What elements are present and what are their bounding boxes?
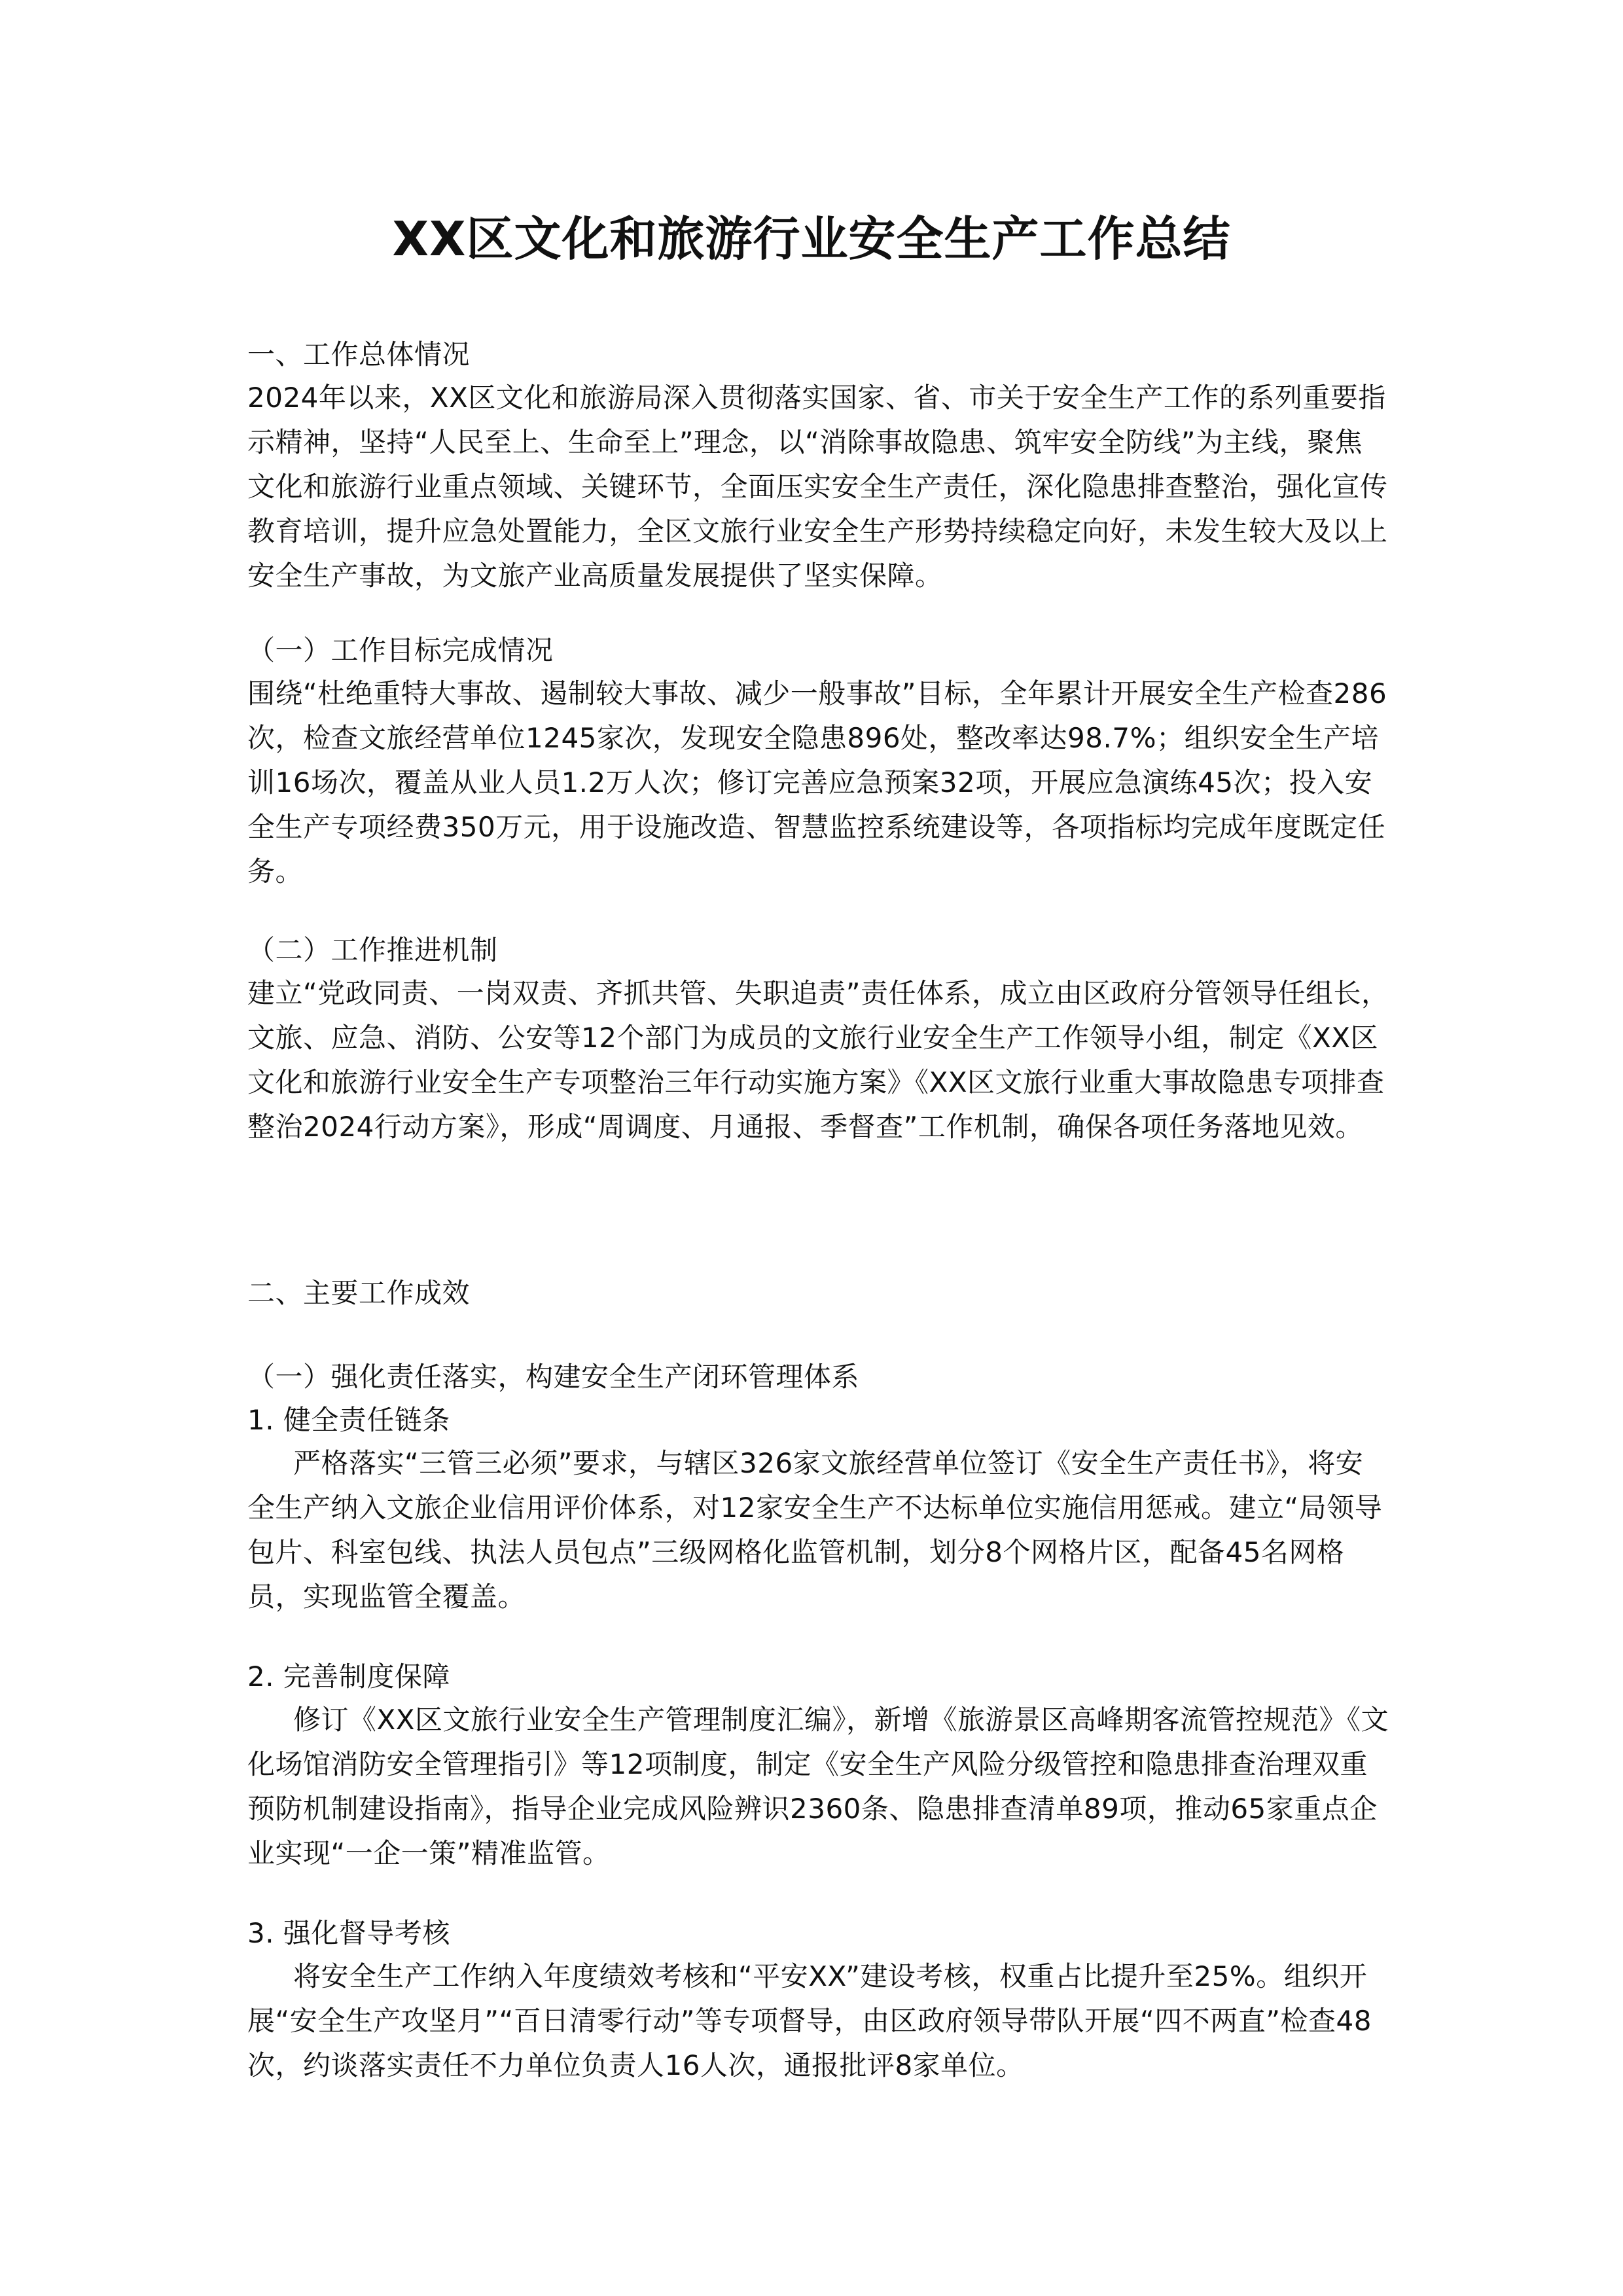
document-title: XX区文化和旅游行业安全生产工作总结 bbox=[392, 211, 1231, 266]
paragraph-supervision: 将安全生产工作纳入年度绩效考核和“平安XX”建设考核，权重占比提升至25%。组织开展“安全生产攻坚月”“百日清零行动”等专项督导，由区政府领导带队开展“四不两直”检查48次，约谈落实责任不力单位负责人16人次，通报批评8家单位。 bbox=[247, 1960, 1372, 2081]
paragraph-system-guarantee: 修订《XX区文旅行业安全生产管理制度汇编》，新增《旅游景区高峰期客流管控规范》《文化场馆消防安全管理指引》等12项制度，制定《安全生产风险分级管控和隐患排查治理双重预防机制建设指南》，指导企业完成风险辨识2360条、隐患排查清单89项，推动65家重点企业实现“一企一策”精准监管。 bbox=[247, 1704, 1389, 1869]
paragraph-mechanism: 建立“党政同责、一岗双责、齐抓共管、失职追责”责任体系，成立由区政府分管领导任组长，文旅、应急、消防、公安等12个部门为成员的文旅行业安全生产工作领导小组，制定《XX区文化和旅游行业安全生产专项整治三年行动实施方案》《XX区文旅行业重大事故隐患专项排查整治2024行动方案》，形成“周调度、月通报、季督查”工作机制，确保各项任务落地见效。 bbox=[247, 977, 1389, 1143]
item-heading-responsibility-chain: 1. 健全责任链条 bbox=[247, 1404, 450, 1436]
paragraph-targets: 围绕“杜绝重特大事故、遏制较大事故、减少一般事故”目标，全年累计开展安全生产检查286次，检查文旅经营单位1245家次，发现安全隐患896处，整改率达98.7%；组织安全生产培训16场次，覆盖从业人员1.2万人次；修订完善应急预案32项，开展应急演练45次；投入安全生产专项经费350万元，用于设施改造、智慧监控系统建设等，各项指标均完成年度既定任务。 bbox=[247, 677, 1387, 888]
section-heading-overview: 一、工作总体情况 bbox=[247, 338, 471, 370]
subsection-heading-targets: （一）工作目标完成情况 bbox=[247, 634, 554, 666]
item-heading-system-guarantee: 2. 完善制度保障 bbox=[247, 1660, 450, 1693]
item-heading-supervision: 3. 强化督导考核 bbox=[247, 1917, 450, 1949]
paragraph-overview: 2024年以来，XX区文化和旅游局深入贯彻落实国家、省、市关于安全生产工作的系列重要指示精神，坚持“人民至上、生命至上”理念，以“消除事故隐患、筑牢安全防线”为主线，聚焦文化和旅游行业重点领域、关键环节，全面压实安全生产责任，深化隐患排查整治，强化宣传教育培训，提升应急处置能力，全区文旅行业安全生产形势持续稳定向好，未发生较大及以上安全生产事故，为文旅产业高质量发展提供了坚实保障。 bbox=[247, 382, 1388, 592]
subsection-heading-mechanism: （二）工作推进机制 bbox=[247, 934, 498, 966]
section-heading-achievements: 二、主要工作成效 bbox=[247, 1277, 471, 1309]
paragraph-responsibility-chain: 严格落实“三管三必须”要求，与辖区326家文旅经营单位签订《安全生产责任书》，将安全生产纳入文旅企业信用评价体系，对12家安全生产不达标单位实施信用惩戒。建立“局领导包片、科室包线、执法人员包点”三级网格化监管机制，划分8个网格片区，配备45名网格员，实现监管全覆盖。 bbox=[247, 1447, 1383, 1613]
subsection-heading-responsibility: （一）强化责任落实，构建安全生产闭环管理体系 bbox=[247, 1361, 860, 1393]
